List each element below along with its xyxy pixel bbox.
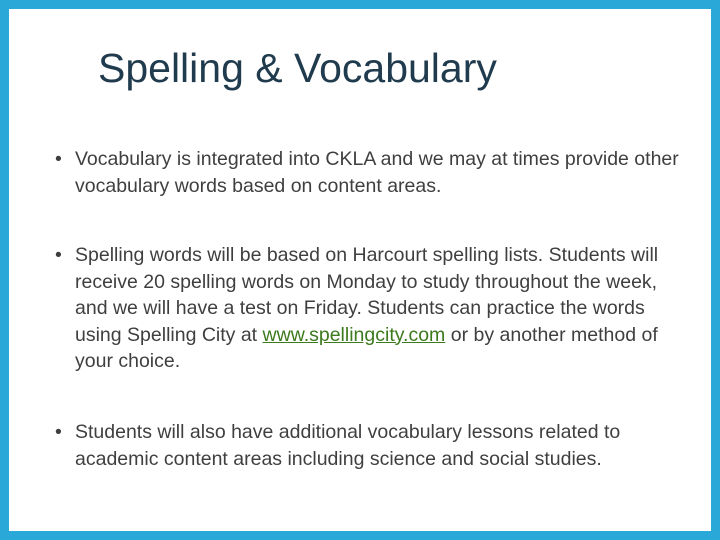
- spellingcity-link[interactable]: www.spellingcity.com: [262, 323, 446, 346]
- bullet-text: [75, 242, 688, 375]
- bullet-text: Vocabulary is integrated into CKLA and we may at times provide other vocabulary words based on content areas.: [75, 148, 679, 197]
- bullet-text-after-link: or by another method of your choice.: [75, 323, 658, 372]
- bullet-item-additional-lessons: [55, 419, 688, 472]
- slide-title: Spelling & Vocabulary: [98, 45, 497, 91]
- bullet-item-vocabulary: [55, 146, 688, 199]
- bullet-text-before-link: Spelling words will be based on Harcourt spelling lists. Students will receive 20 spelling words on Monday to study throughout the week, and we will have a test on Friday. Students can practice the words using Spelling City at: [75, 244, 659, 346]
- bullet-icon: •: [55, 421, 62, 443]
- bullet-icon: •: [55, 148, 62, 170]
- bullet-list: [9, 9, 711, 531]
- bullet-item-spelling: [55, 242, 688, 375]
- bullet-icon: •: [55, 244, 62, 266]
- bullet-text: Students will also have additional vocabulary lessons related to academic content areas including science and social studies.: [75, 421, 621, 470]
